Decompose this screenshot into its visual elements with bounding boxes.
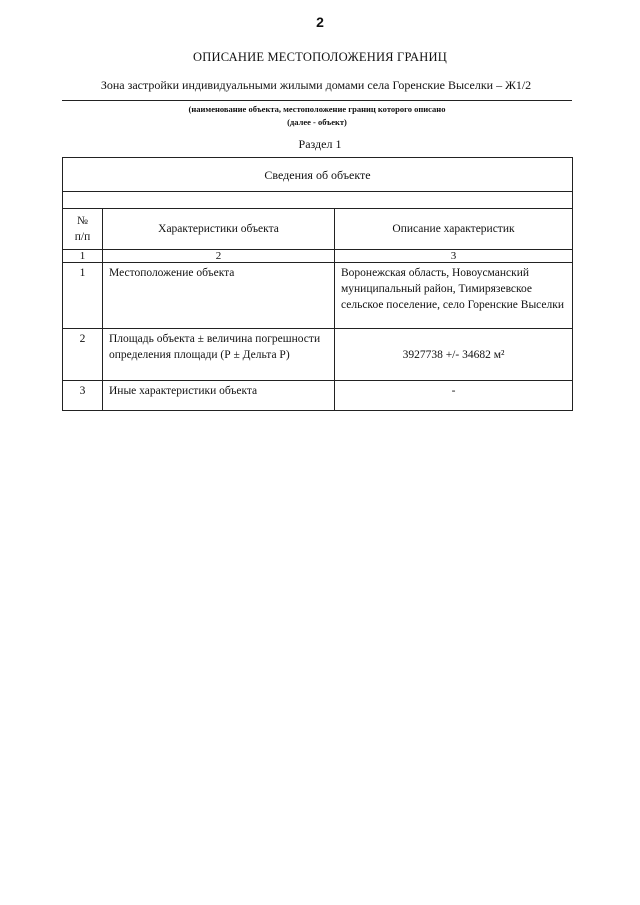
row-characteristic: Площадь объекта ± величина погрешности определения площади (Р ± Дельта Р) [103,329,335,381]
table-title: Сведения об объекте [63,158,573,192]
row-description: Воронежская область, Новоусманский муниципальный район, Тимирязевское сельское поселение, село Горенские Выселки [335,263,573,329]
table-index-row [63,250,573,263]
row-description: 3927738 +/- 34682 м² [335,329,573,381]
page-number: 2 [316,14,324,30]
object-info-table [62,157,573,411]
table-blank-row [63,192,573,209]
table-title-row [63,158,573,192]
row-characteristic: Иные характеристики объекта [103,381,335,411]
table-row [63,381,573,411]
header-number-line2: п/п [74,231,91,243]
row-number: 1 [63,263,103,329]
document-title: ОПИСАНИЕ МЕСТОПОЛОЖЕНИЯ ГРАНИЦ [193,50,447,64]
header-number [63,209,103,250]
row-description: - [335,381,573,411]
row-number: 3 [63,381,103,411]
object-name-note [62,103,572,129]
row-characteristic: Местоположение объекта [103,263,335,329]
object-name-note-line2: (далее - объект) [287,117,347,127]
table-row [63,329,573,381]
table-blank-cell [63,192,573,209]
object-name-note-line1: (наименование объекта, местоположение границ которого описано [188,104,446,114]
table-row [63,263,573,329]
index-cell: 1 [63,250,103,263]
header-characteristic: Характеристики объекта [103,209,335,250]
index-cell: 2 [103,250,335,263]
table-header-row [63,209,573,250]
underline-divider [62,100,572,101]
row-number: 2 [63,329,103,381]
index-cell: 3 [335,250,573,263]
object-name: Зона застройки индивидуальными жилыми домами села Горенские Выселки – Ж1/2 [100,78,532,92]
header-description: Описание характеристик [335,209,573,250]
section-label: Раздел 1 [298,137,342,151]
header-number-line1: № [77,215,88,227]
